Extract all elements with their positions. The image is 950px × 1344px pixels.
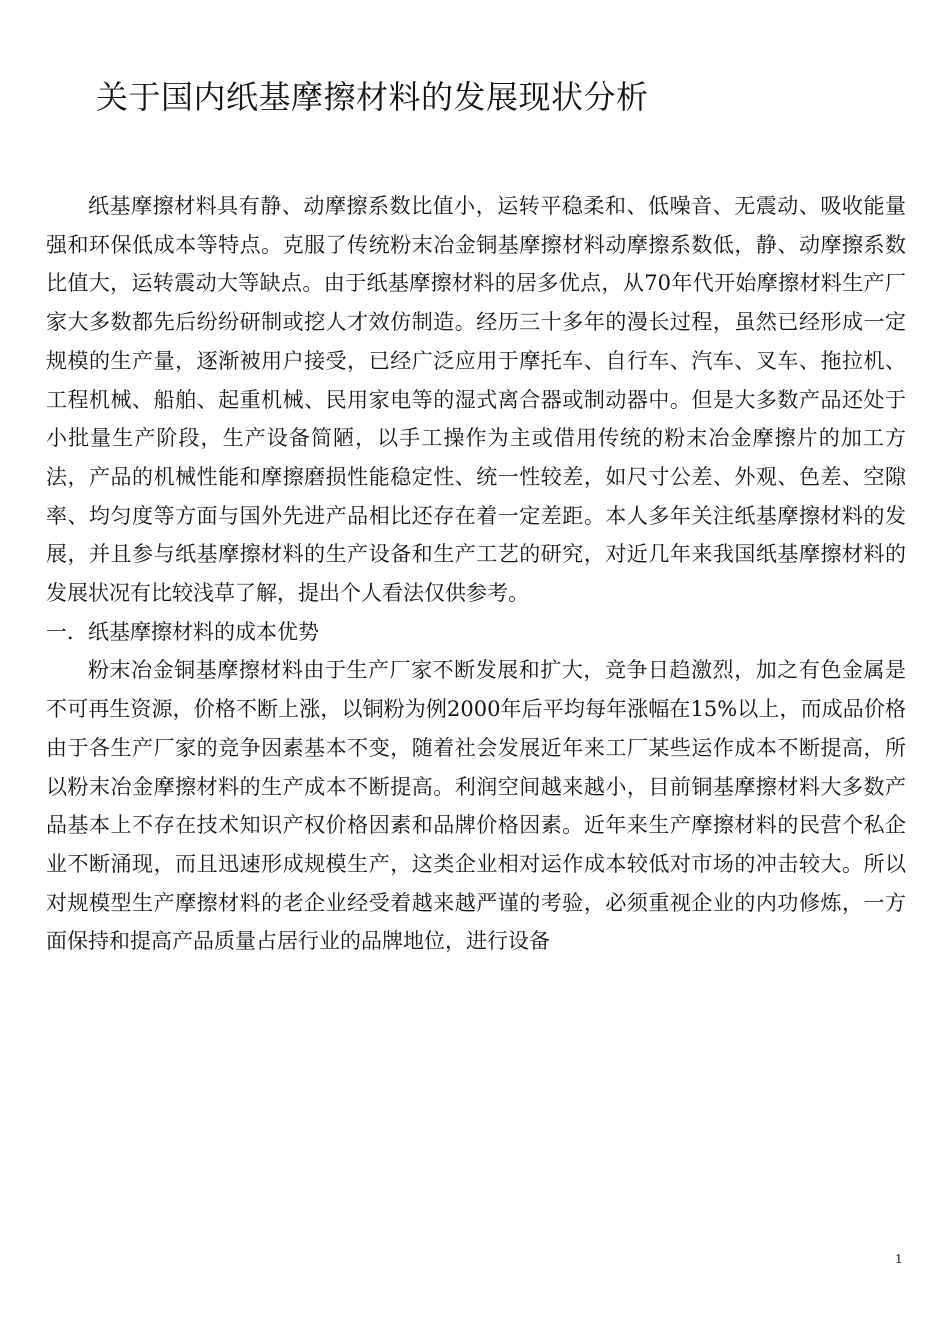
section-one-heading: 一．纸基摩擦材料的成本优势	[46, 619, 319, 644]
page-number: 1	[895, 1252, 903, 1266]
section-one-paragraph: 粉末冶金铜基摩擦材料由于生产厂家不断发展和扩大，竞争日趋激烈，加之有色金属是不可再生资源，价格不断上涨，以铜粉为例2000年后平均每年涨幅在15%以上，而成品价格由于各生产厂家的竞争因素基本不变，随着社会发展近年来工厂某些运作成本不断提高，所以粉末冶金摩擦材料的生产成本不断提高。利润空间越来越小，目前铜基摩擦材料大多数产品基本上不存在技术知识产权价格因素和品牌价格因素。近年来生产摩擦材料的民营个私企业不断涌现，而且迅速形成规模生产，这类企业相对运作成本较低对市场的冲击较大。所以对规模型生产摩擦材料的老企业经受着越来越严谨的考验，必须重视企业的内功修炼，一方面保持和提高产品质量占居行业的品牌地位，进行设备	[46, 658, 906, 954]
document-body	[46, 187, 906, 961]
intro-paragraph: 纸基摩擦材料具有静、动摩擦系数比值小，运转平稳柔和、低噪音、无震动、吸收能量强和环保低成本等特点。克服了传统粉末冶金铜基摩擦材料动摩擦系数低，静、动摩擦系数比值大，运转震动大等缺点。由于纸基摩擦材料的居多优点，从70年代开始摩擦材料生产厂家大多数都先后纷纷研制或挖人才效仿制造。经历三十多年的漫长过程，虽然已经形成一定规模的生产量，逐渐被用户接受，已经广泛应用于摩托车、自行车、汽车、叉车、拖拉机、工程机械、船舶、起重机械、民用家电等的湿式离合器或制动器中。但是大多数产品还处于小批量生产阶段，生产设备简陋，以手工操作为主或借用传统的粉末冶金摩擦片的加工方法，产品的机械性能和摩擦磨损性能稳定性、统一性较差，如尺寸公差、外观、色差、空隙率、均匀度等方面与国外先进产品相比还存在着一定差距。本人多年关注纸基摩擦材料的发展，并且参与纸基摩擦材料的生产设备和生产工艺的研究，对近几年来我国纸基摩擦材料的发展状况有比较浅草了解，提出个人看法仅供参考。	[46, 194, 906, 606]
document-title: 关于国内纸基摩擦材料的发展现状分析	[96, 78, 649, 116]
